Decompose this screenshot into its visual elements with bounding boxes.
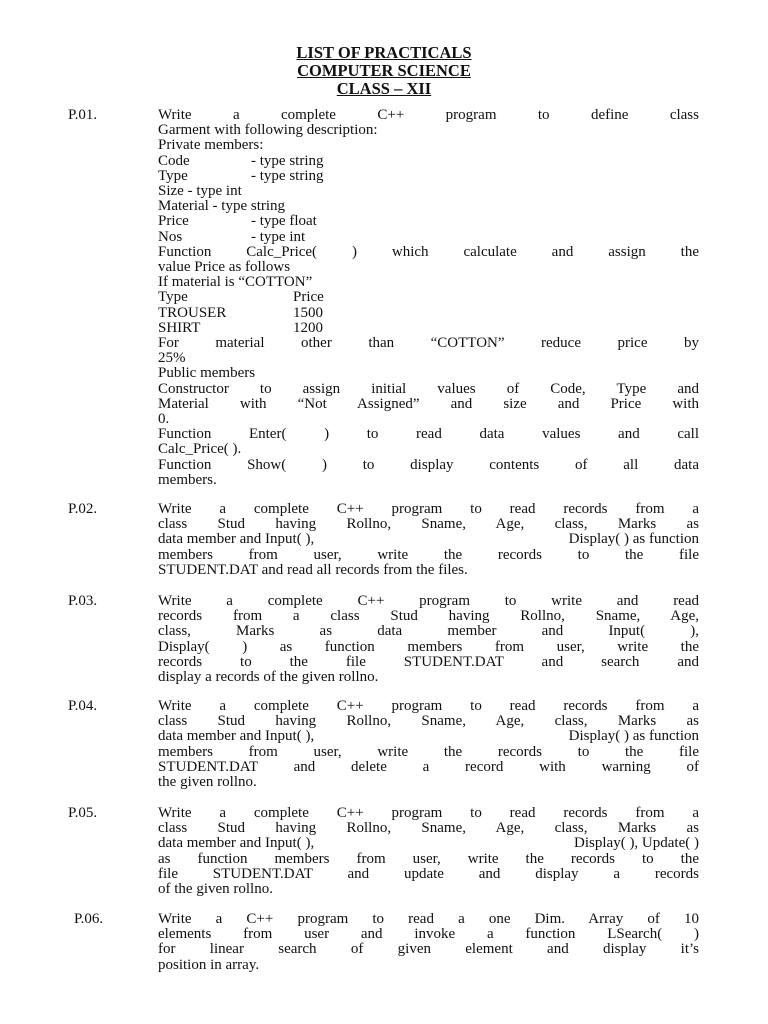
text-line: STUDENT.DAT and read all records from the files. xyxy=(158,561,468,578)
member-row xyxy=(158,230,699,245)
text-line: Garment with following description: xyxy=(158,122,378,139)
member-row xyxy=(158,169,699,184)
text-segment: data member and Input( ), xyxy=(158,835,315,852)
practical-label-p05: P.05. xyxy=(68,805,98,821)
text-line: members from user, write the records to the file xyxy=(158,743,699,760)
text-line xyxy=(158,836,699,851)
text-line: value Price as follows xyxy=(158,258,291,275)
text-line: Function Show( ) to display contents of all data xyxy=(158,456,699,473)
text-line: Private members: xyxy=(158,137,264,154)
price-value: 1500 xyxy=(293,304,323,321)
text-line: 25% xyxy=(158,350,186,367)
practical-text-p05 xyxy=(158,806,699,897)
text-line: of the given rollno. xyxy=(158,881,273,897)
text-line: members from user, write the records to the file xyxy=(158,546,699,563)
text-line: STUDENT.DAT and delete a record with warning of xyxy=(158,758,699,775)
text-line: elements from user and invoke a function LSearch( ) xyxy=(158,926,699,943)
price-item: SHIRT xyxy=(158,319,201,336)
document-header xyxy=(0,44,768,98)
text-line: Material with “Not Assigned” and size and Price with xyxy=(158,395,699,412)
text-line: Function Enter( ) to read data values and call xyxy=(158,426,699,443)
text-line: Write a complete C++ program to define class xyxy=(158,107,699,123)
header-subject: COMPUTER SCIENCE xyxy=(297,61,471,80)
practical-label-p06: P.06. xyxy=(74,911,104,927)
text-line: Write a C++ program to read a one Dim. Array of 10 xyxy=(158,911,699,927)
member-name: Nos xyxy=(158,228,183,245)
price-value: 1200 xyxy=(293,319,323,336)
member-type: - type string xyxy=(251,167,324,184)
price-table-row xyxy=(158,321,699,336)
practical-text-p01 xyxy=(158,108,699,488)
text-line: Size - type int xyxy=(158,182,242,199)
practical-text-p04 xyxy=(158,699,699,790)
text-segment: data member and Input( ), xyxy=(158,531,315,548)
text-line: position in array. xyxy=(158,956,260,973)
text-segment: Display( ) as function xyxy=(568,728,699,745)
text-line: as function members from user, write the records to the xyxy=(158,850,699,867)
text-line: Write a complete C++ program to read records from a xyxy=(158,501,699,517)
price-table-row xyxy=(158,306,699,321)
text-line: records to the file STUDENT.DAT and search and xyxy=(158,653,699,670)
text-segment: Display( ) as function xyxy=(568,531,699,548)
member-name: Type xyxy=(158,167,188,184)
text-line: Calc_Price( ). xyxy=(158,441,242,458)
practical-label-p04: P.04. xyxy=(68,698,98,714)
text-line: class Stud having Rollno, Sname, Age, class, Marks as xyxy=(158,516,699,533)
text-segment: Display( ), Update( ) xyxy=(574,835,699,852)
price-item: TROUSER xyxy=(158,304,227,321)
text-line: For material other than “COTTON” reduce price by xyxy=(158,334,699,351)
text-line: Material - type string xyxy=(158,198,286,215)
practical-text-p02 xyxy=(158,502,699,578)
member-row xyxy=(158,214,699,229)
practical-label-p03: P.03. xyxy=(68,593,98,609)
member-row xyxy=(158,154,699,169)
header-class: CLASS – XII xyxy=(336,79,432,98)
text-line: file STUDENT.DAT and update and display a records xyxy=(158,865,699,882)
practical-text-p06 xyxy=(158,912,699,973)
member-name: Code xyxy=(158,152,190,169)
text-line: class, Marks as data member and Input( ), xyxy=(158,623,699,640)
text-line: If material is “COTTON” xyxy=(158,274,313,291)
member-type: - type string xyxy=(251,152,324,169)
text-line xyxy=(158,729,699,744)
practical-text-p03 xyxy=(158,594,699,685)
text-line: records from a class Stud having Rollno, Sname, Age, xyxy=(158,608,699,625)
text-line: Write a complete C++ program to read records from a xyxy=(158,805,699,821)
member-type: - type int xyxy=(251,228,306,245)
text-line: Write a complete C++ program to write and read xyxy=(158,593,699,609)
text-line: 0. xyxy=(158,410,170,427)
text-line: Public members xyxy=(158,365,256,382)
practical-label-p02: P.02. xyxy=(68,501,98,517)
text-line: Write a complete C++ program to read records from a xyxy=(158,698,699,714)
text-line: for linear search of given element and display it’s xyxy=(158,941,699,958)
member-name: Price xyxy=(158,213,189,230)
header-title: LIST OF PRACTICALS xyxy=(296,43,472,62)
price-col-type: Type xyxy=(158,289,188,306)
price-col-price: Price xyxy=(293,289,324,306)
text-line xyxy=(158,532,699,547)
text-line: members. xyxy=(158,471,217,488)
member-type: - type float xyxy=(251,213,317,230)
text-line: class Stud having Rollno, Sname, Age, class, Marks as xyxy=(158,713,699,730)
price-table-header xyxy=(158,290,699,305)
text-line: display a records of the given rollno. xyxy=(158,669,379,686)
text-line: the given rollno. xyxy=(158,774,257,790)
text-line: Function Calc_Price( ) which calculate and assign the xyxy=(158,243,699,260)
text-line: Display( ) as function members from user, write the xyxy=(158,638,699,655)
practical-label-p01: P.01. xyxy=(68,107,98,123)
text-line: Constructor to assign initial values of Code, Type and xyxy=(158,380,699,397)
text-segment: data member and Input( ), xyxy=(158,728,315,745)
text-line: class Stud having Rollno, Sname, Age, class, Marks as xyxy=(158,820,699,837)
